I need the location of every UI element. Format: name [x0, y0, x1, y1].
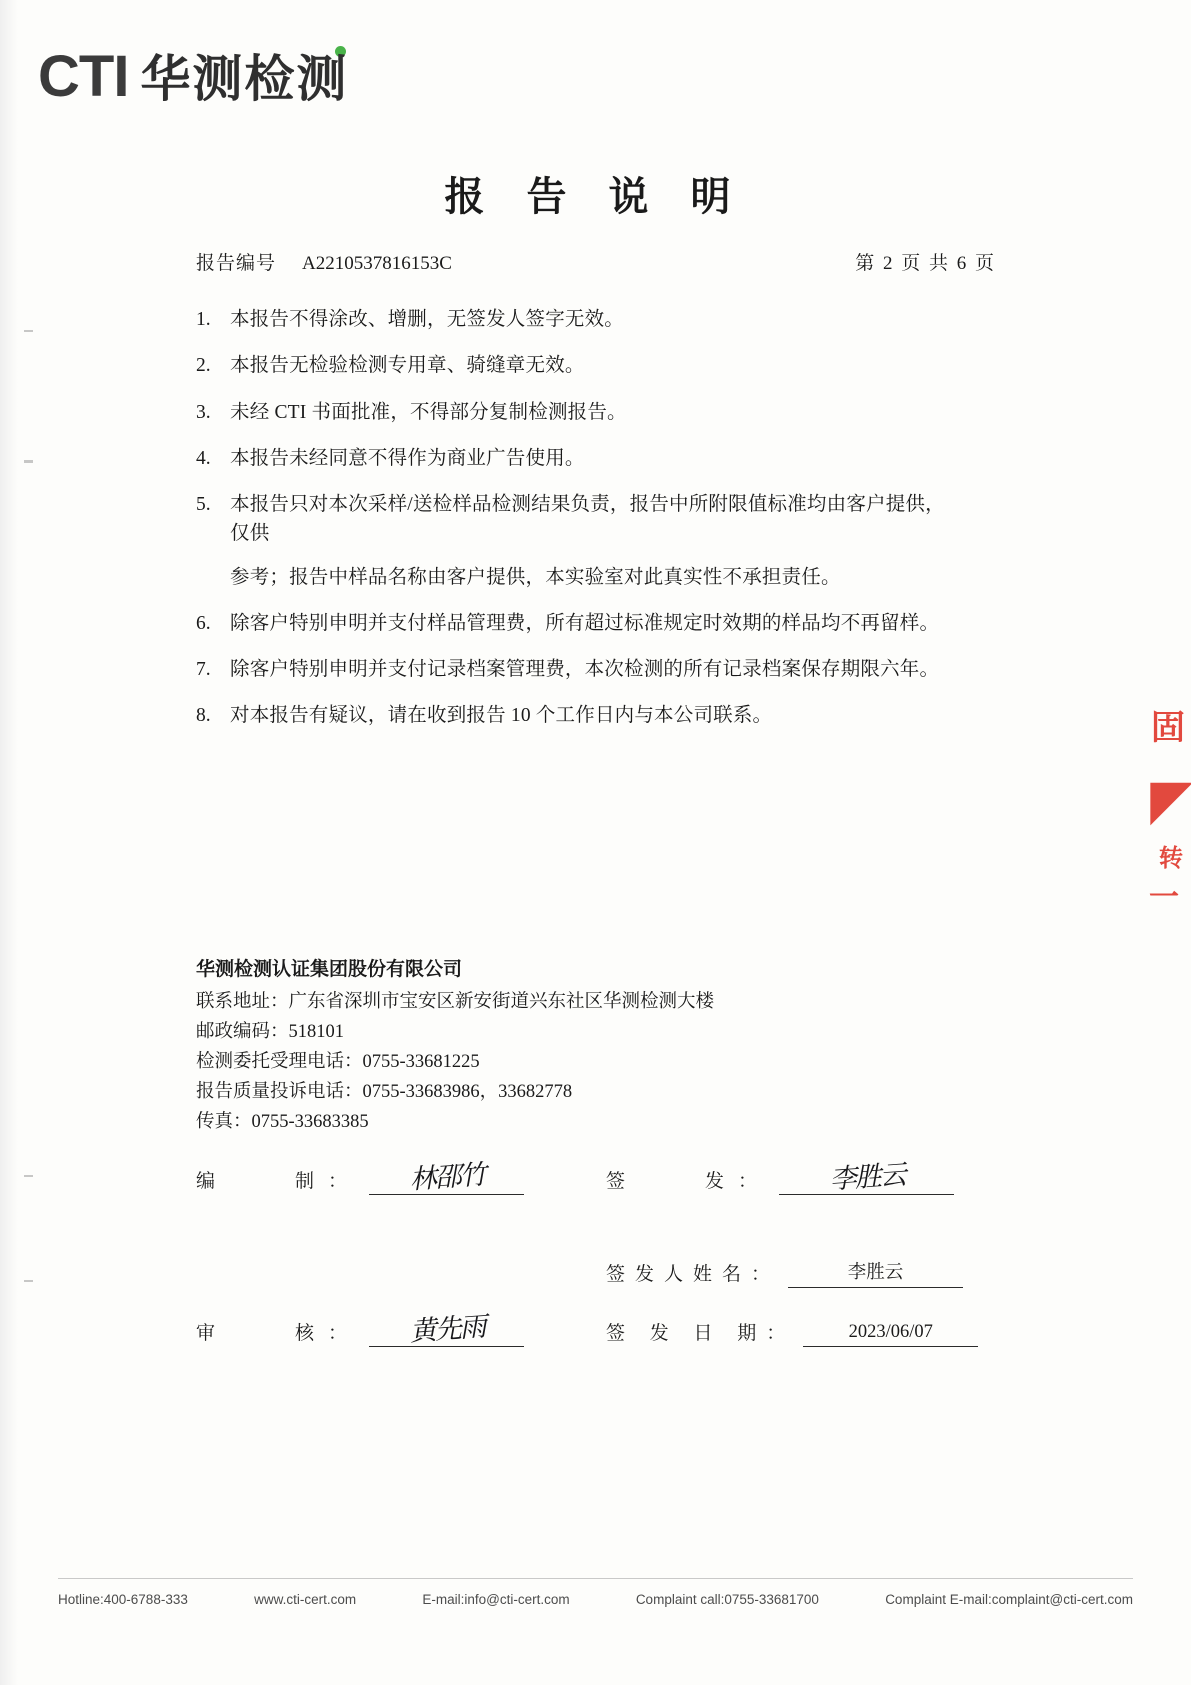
- clause-number: 2.: [196, 355, 211, 377]
- red-stamp-fragment-icon: 一: [1149, 881, 1179, 914]
- issue-date-field: [606, 1312, 978, 1347]
- issuer-name-label: 签发人姓名：: [606, 1264, 781, 1285]
- clause-text: 未经 CTI 书面批准，不得部分复制检测报告。: [230, 401, 627, 423]
- clause-text-line1: 本报告只对本次采样/送检样品检测结果负责，报告中所附限值标准均由客户提供，仅供: [230, 494, 945, 545]
- prepared-by-signature: 林邵竹: [408, 1159, 486, 1195]
- company-contact-block: [196, 955, 714, 1138]
- company-complaint-phone: 报告质量投诉电话：0755-33683986，33682778: [196, 1081, 573, 1102]
- company-fax: 传真：0755-33683385: [196, 1111, 369, 1132]
- clause-number: 6.: [196, 612, 211, 634]
- footer-hotline: Hotline:400-6788-333: [58, 1592, 188, 1607]
- clause-text: [230, 490, 956, 592]
- list-item: [196, 655, 956, 684]
- red-stamp-fragment-icon: 固: [1151, 710, 1185, 747]
- list-item: [196, 398, 956, 427]
- issue-date-line: [803, 1312, 978, 1347]
- prepared-by-signature-line: [369, 1160, 524, 1195]
- reviewed-by-signature-line: [369, 1312, 524, 1347]
- clause-number: 5.: [196, 494, 211, 515]
- clause-text: 本报告不得涂改、增删，无签发人签字无效。: [230, 309, 625, 330]
- clause-text: 对本报告有疑议，请在收到报告 10 个工作日内与本公司联系。: [230, 705, 773, 727]
- reviewed-by-field: [196, 1312, 606, 1347]
- scan-artifact: [24, 460, 33, 463]
- footer-email[interactable]: E-mail:info@cti-cert.com: [422, 1592, 570, 1607]
- issue-date-label: 签 发 日 期：: [606, 1323, 796, 1344]
- issued-by-label: 签 发：: [606, 1171, 772, 1192]
- reviewed-by-signature: 黄先雨: [408, 1311, 486, 1347]
- list-item: [196, 351, 956, 380]
- list-item: [196, 609, 956, 638]
- footer-divider: [58, 1578, 1133, 1579]
- footer-complaint-email[interactable]: Complaint E-mail:complaint@cti-cert.com: [885, 1592, 1133, 1607]
- scan-artifact: [24, 330, 33, 332]
- clause-number: 3.: [196, 401, 211, 423]
- footer-website[interactable]: www.cti-cert.com: [254, 1592, 357, 1607]
- red-stamp-fragment-icon: 转: [1159, 846, 1183, 872]
- clause-number: 1.: [196, 309, 211, 330]
- scan-artifact: [24, 1280, 33, 1282]
- company-name: 华测检测认证集团股份有限公司: [196, 959, 463, 980]
- company-booking-phone: 检测委托受理电话：0755-33681225: [196, 1051, 480, 1072]
- scan-edge-shadow: [0, 0, 18, 1685]
- list-item: [196, 701, 956, 730]
- clause-number: 8.: [196, 705, 211, 727]
- signature-row-bottom: [196, 1312, 986, 1347]
- issuer-name-field: [606, 1253, 963, 1288]
- issued-by-signature: 李胜云: [828, 1159, 906, 1195]
- logo-chinese-text: 华测检测: [140, 51, 349, 107]
- list-item: [196, 490, 956, 592]
- signature-row-top: [196, 1160, 986, 1195]
- reviewed-by-label: 审 核：: [196, 1323, 362, 1344]
- footer: [58, 1592, 1133, 1607]
- report-header-row: [196, 248, 996, 275]
- red-stamp-fragment-icon: ◤: [1151, 772, 1191, 829]
- issued-by-field: [606, 1160, 954, 1195]
- company-address: 联系地址：广东省深圳市宝安区新安街道兴东社区华测检测大楼: [196, 991, 715, 1012]
- list-item: [196, 444, 956, 473]
- report-number-label: 报告编号: [196, 253, 277, 274]
- page-title: 报 告 说 明: [444, 174, 747, 219]
- issuer-name-line: [788, 1253, 963, 1288]
- clause-text: 除客户特别申明并支付样品管理费，所有超过标准规定时效期的样品均不再留样。: [230, 612, 940, 634]
- clause-number: 7.: [196, 659, 211, 680]
- list-item: [196, 305, 956, 334]
- clause-list: [196, 305, 956, 748]
- company-postcode: 邮政编码：518101: [196, 1021, 345, 1042]
- clause-text: 本报告无检验检测专用章、骑缝章无效。: [230, 355, 585, 377]
- cti-logo: [38, 44, 349, 109]
- scan-artifact: [24, 1175, 33, 1177]
- clause-text: 本报告未经同意不得作为商业广告使用。: [230, 447, 585, 469]
- signature-area: [196, 1160, 986, 1347]
- issuer-name-value: 李胜云: [847, 1263, 904, 1283]
- logo-latin-text: CTI: [38, 44, 129, 109]
- clause-number: 4.: [196, 447, 211, 469]
- clause-text-line2: 参考；报告中样品名称由客户提供，本实验室对此真实性不承担责任。: [230, 566, 841, 588]
- prepared-by-field: [196, 1160, 606, 1195]
- issuer-name-row: [196, 1253, 986, 1288]
- issue-date-value: 2023/06/07: [848, 1322, 933, 1342]
- prepared-by-label: 编 制：: [196, 1171, 362, 1192]
- clause-text: 除客户特别申明并支付记录档案管理费，本次检测的所有记录档案保存期限六年。: [230, 659, 940, 680]
- issued-by-signature-line: [779, 1160, 954, 1195]
- page-count-label: 第 2 页 共 6 页: [855, 253, 996, 274]
- footer-complaint-call: Complaint call:0755-33681700: [635, 1592, 819, 1607]
- report-number-value: A2210537816153C: [302, 253, 452, 274]
